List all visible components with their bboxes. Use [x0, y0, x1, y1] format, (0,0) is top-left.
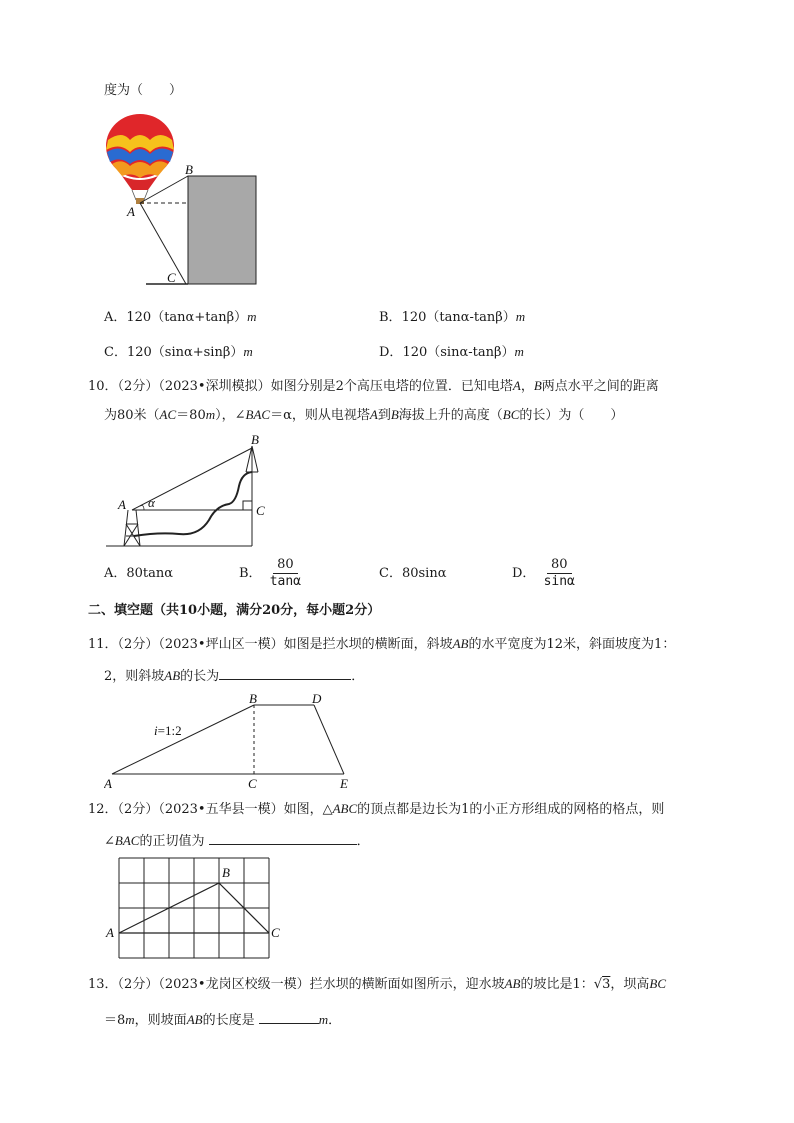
- q11-answer-blank[interactable]: [219, 667, 351, 680]
- q11-figure: [104, 690, 354, 792]
- q10-label-c: C: [256, 503, 265, 518]
- q9-option-c[interactable]: C．120（sinα+sinβ）m: [104, 344, 253, 360]
- q11-label-a: A: [104, 776, 112, 791]
- q13-stem-line1: 13．（2分）（2023•龙岗区校级一模）拦水坝的横断面如图所示，迎水坡AB的坡比是1：√3，坝高BC: [88, 976, 666, 992]
- q12-stem-line1: 12．（2分）（2023•五华县一模）如图，△ABC的顶点都是边长为1的小正方形组成的网格的格点，则: [88, 801, 665, 817]
- q12-grid: [119, 858, 269, 958]
- q12-label-a: A: [106, 925, 114, 940]
- q12-figure: [104, 856, 290, 960]
- q10-option-a[interactable]: A．80tanα: [104, 566, 174, 581]
- q10-option-b[interactable]: B． $\frac{80}{\tan\alpha}$: [239, 557, 305, 590]
- q12-stem-line2: ∠BAC的正切值为 ．: [104, 833, 370, 849]
- q11-slope-label: i=1:2: [154, 723, 182, 738]
- q13-answer-blank[interactable]: [259, 1011, 319, 1024]
- q10-label-alpha: α: [148, 495, 155, 510]
- q10-stem-line2: 为80米（AC＝80m），∠BAC＝α，则从电视塔A到B海拔上升的高度（BC的长）为（ ）: [104, 407, 624, 423]
- q10-option-d[interactable]: D． $\frac{80}{\sin\alpha}$: [512, 557, 579, 590]
- q13-stem-line2: ＝8m，则坡面AB的长度是 m．: [104, 1012, 342, 1028]
- q9-option-d[interactable]: D．120（sinα-tanβ）m: [379, 344, 524, 360]
- q9-figure: [100, 112, 270, 292]
- q10-option-b-fraction: $\frac{80}{\tan\alpha}$: [269, 557, 302, 589]
- sqrt-symbol: √: [593, 977, 603, 992]
- q9-label-b: B: [185, 162, 193, 177]
- q9-stem-tail: 度为（ ）: [104, 83, 183, 98]
- q10-stem-line1: 10．（2分）（2023•深圳模拟）如图分别是2个高压电塔的位置．已知电塔A，B两点水平之间的距离: [88, 378, 659, 394]
- sqrt-radicand: 3: [602, 977, 611, 992]
- q10-option-c[interactable]: C．80sinα: [379, 566, 447, 581]
- q11-stem-line2: 2，则斜坡AB的长为 ．: [104, 668, 365, 684]
- q9-option-b[interactable]: B．120（tanα-tanβ）m: [379, 309, 526, 325]
- q9-option-a[interactable]: A．120（tanα+tanβ）m: [104, 309, 257, 325]
- q12-label-b: B: [222, 865, 230, 880]
- q12-answer-blank[interactable]: [209, 832, 357, 845]
- q9-label-a: A: [127, 204, 135, 219]
- q12-label-c: C: [271, 925, 280, 940]
- q11-label-e: E: [340, 776, 348, 791]
- q9-label-c: C: [167, 270, 176, 285]
- power-tower-left-icon: [124, 510, 140, 546]
- q10-figure: [104, 428, 284, 552]
- section-2-title: 二、填空题（共10小题，满分20分，每小题2分）: [88, 603, 381, 618]
- q11-label-c: C: [248, 776, 257, 791]
- q10-label-b: B: [251, 432, 259, 447]
- q11-stem-line1: 11．（2分）（2023•坪山区一模）如图是拦水坝的横断面，斜坡AB的水平宽度为12米，斜面坡度为1：: [88, 636, 676, 652]
- q11-label-d: D: [312, 691, 322, 706]
- q11-label-b: B: [249, 691, 257, 706]
- q10-option-d-fraction: $\frac{80}{\sin\alpha}$: [543, 557, 575, 589]
- q10-label-a: A: [118, 497, 126, 512]
- hot-air-balloon-icon: [106, 114, 174, 204]
